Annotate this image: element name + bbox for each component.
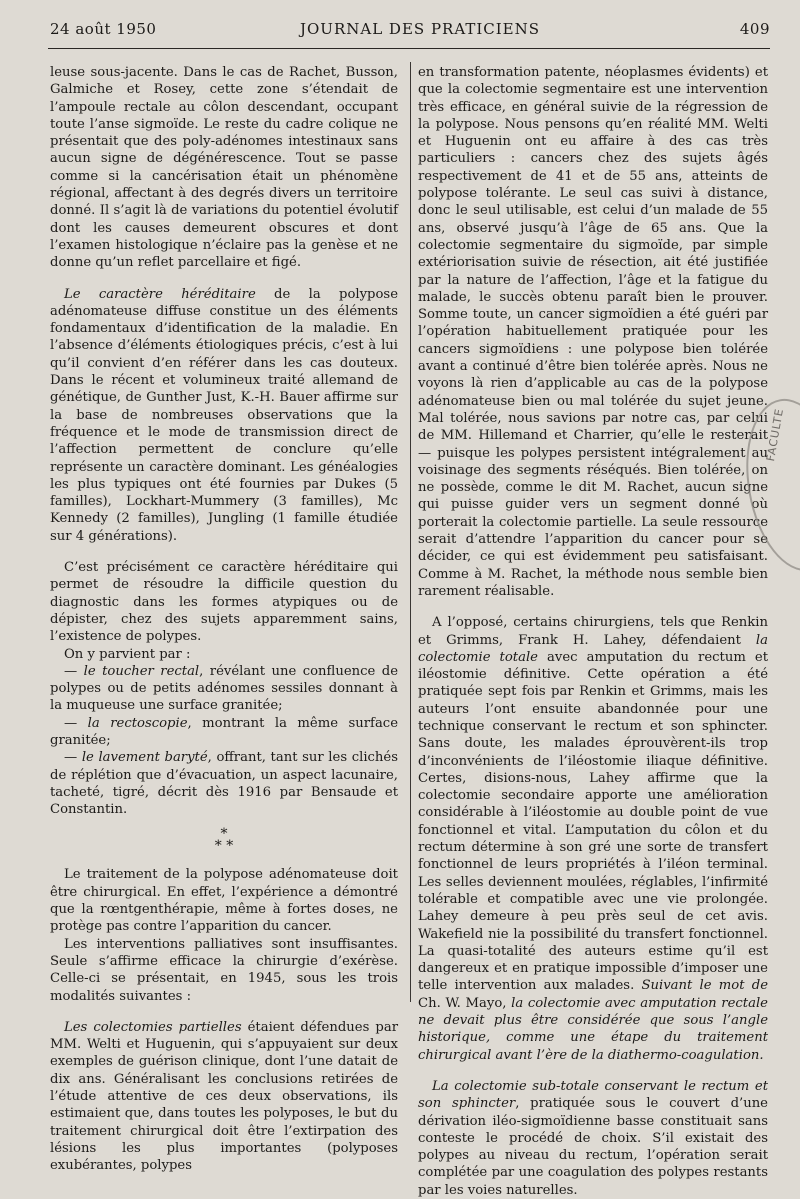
page-header <box>50 20 770 42</box>
header-date: 24 août 1950 <box>50 20 157 38</box>
section-separator: * * * <box>214 826 234 855</box>
paragraph: C’est précisément ce caractère héréditaire qui permet de résoudre la difficile question du diagnostic dans les formes atypiques ou de dépister, chez des sujets apparemment sains, l’existence de polypes. <box>50 560 398 645</box>
paragraph: A l’opposé, certains chirurgiens, tels que Renkin et Grimms, Frank H. Lahey, défendaient la colectomie totale avec amputation du rectum et iléostomie définitive. Cette opération a été pratiquée sept fois par Renkin et Grimms, mais les auteurs l’ont ensuite abandonnée pour une technique conservant le rectum et son sphincter. Sans doute, les malades éprouvèrent-ils trop d’inconvénients de l’iléostomie iliaque définitive. Certes, disions-nous, Lahey affirme que la colectomie secondaire apporte une amélioration considérable à l’iléostomie au double point de vue fonctionnel et vital. L’amputation du côlon et du rectum détermine à son gré une sorte de transfert fonctionnel de leurs propriétés à l’iléon terminal. Les selles deviennent moulées, réglables, l’infirmité tolérable et compatible avec une vie prolongée. Lahey demeure à peu près seul de cet avis. Wakefield nie la possibilité du transfert fonctionnel. La quasi-totalité des auteurs estime qu’il est dangereux et en pratique impossible d’imposer une telle intervention aux malades. Suivant le mot de Ch. W. Mayo, la colectomie avec amputation rectale ne devait plus être considérée que sous l’angle historique, comme une étape du traitement chirurgical avant l’ère de la diathermo-coagulation. <box>418 615 768 1063</box>
paragraph: Les interventions palliatives sont insuffisantes. Seule s’affirme efficace la chirurgie d’exérèse. Celle-ci se présentait, en 1945, sous les trois modalités suivantes : <box>50 936 398 1004</box>
list-item: — le lavement baryté, offrant, tant sur les clichés de réplétion que d’évacuation, un aspect lacunaire, tacheté, tigré, décrit dès 1916 par Bensaude et Constantin. <box>50 750 398 818</box>
list-item: — le toucher rectal, révélant une confluence de polypes ou de petits adénomes sessiles donnant à la muqueuse une surface granitée; <box>50 663 399 714</box>
right-column <box>418 64 768 1199</box>
paragraph: La colectomie sub-totale conservant le rectum et son sphincter, pratiquée sous le couvert d’une dérivation iléo-sigmoïdienne basse constituait sans conteste le procédé de choix. S’il existait des polypes au niveau du rectum, l’opération serait complétée par une coagulation des polypes restants par les voies naturelles. <box>418 1078 768 1198</box>
paragraph: leuse sous-jacente. Dans le cas de Rachet, Busson, Galmiche et Rosey, cette zone s’étendait de l’ampoule rectale au côlon descendant, occupant toute l’anse sigmoïde. Le reste du cadre colique ne présentait que des poly-adénomes intestinaux sans aucun signe de dégénérescence. Tout se passe comme si la cancérisation était un phénomène régional, affectant à des degrés divers un territoire donné. Il s’agit là de variations du potentiel évolutif dont les causes demeurent obscures et dont l’examen histologique n’éclaire pas la genèse et ne donne qu’un reflet parcellaire et figé. <box>50 65 398 271</box>
stamp-text: FACULTE <box>764 407 787 463</box>
left-column <box>50 64 398 1175</box>
journal-title: JOURNAL DES PRATICIENS <box>300 20 541 38</box>
paragraph: Le traitement de la polypose adénomateuse doit être chirurgical. En effet, l’expérience a démontré que la rœntgenthérapie, même à fortes doses, ne protège pas contre l’apparition du cancer. <box>50 867 398 935</box>
column-divider <box>410 62 411 1002</box>
list-item: — la rectoscopie, montrant la même surface granitée; <box>50 715 398 748</box>
paragraph: Le caractère héréditaire de la polypose adénomateuse diffuse constitue un des éléments fondamentaux d’identification de la maladie. En l’absence d’éléments étiologiques précis, c’est à lui qu’il convient d’en référer dans les cas douteux. Dans le récent et volumineux traité allemand de génétique, de Gunther Just, K.-H. Bauer affirme sur la base de nombreuses observations que la fréquence et le mode de transmission direct de l’affection permettent de conclure qu’elle représente un caractère dominant. Les généalogies les plus typiques ont été fournies par Dukes (5 familles), Lockhart-Mummery (3 familles), Mc Kennedy (2 familles), Jungling (1 famille étudiée sur 4 générations). <box>50 286 399 544</box>
paragraph: en transformation patente, néoplasmes évidents) et que la colectomie segmentaire est une intervention très efficace, en général suivie de la régression de la polypose. Nous pensons qu’en réalité MM. Welti et Huguenin ont eu affaire à des cas très particuliers : cancers chez des sujets âgés respectivement de 41 et de 55 ans, atteints de polypose tolérante. Le seul cas suivi à distance, donc le seul utilisable, est celui d’un malade de 55 ans, observé jusqu’à l’âge de 65 ans. Que la colectomie segmentaire du sigmoïde, par simple extériorisation suivie de résection, ait été justifiée par la nature de l’affection, l’âge et la fatigue du malade, le succès obtenu paraît bien le prouver. Somme toute, un cancer sigmoïdien a été guéri par l’opération habituellement pratiquée pour les cancers sigmoïdiens : une polypose bien tolérée avant a continué d’être bien tolérée après. Nous ne voyons là rien d’applicable au cas de la polypose adénomateuse bien ou mal tolérée du sujet jeune. Mal tolérée, nous savions par notre cas, par celui de MM. Hillemand et Charrier, qu’elle le resterait — puisque les polypes persistent intégralement au voisinage des segments réséqués. Bien tolérée, on ne possède, comme le dit M. Rachet, aucun signe qui puisse guider vers un segment donné où porterait la colectomie partielle. La seule ressource serait d’attendre l’apparition du cancer pour se décider, ce qui est évidemment peu satisfaisant. Comme à M. Rachet, la méthode nous semble bien rarement réalisable. <box>418 65 768 599</box>
paragraph: On y parvient par : <box>64 646 191 662</box>
paragraph: Les colectomies partielles étaient défendues par MM. Welti et Huguenin, qui s’appuyaient sur deux exemples de guérison clinique, dont l’une datait de dix ans. Généralisant les conclusions retirées de l’étude attentive de ces deux observations, ils estimaient que, dans toutes les polyposes, le but du traitement chirurgical doit être l’extirpation des lésions les plus importantes (polyposes exubérantes, polypes <box>50 1019 398 1174</box>
header-rule <box>48 48 770 49</box>
page-number: 409 <box>739 20 770 38</box>
